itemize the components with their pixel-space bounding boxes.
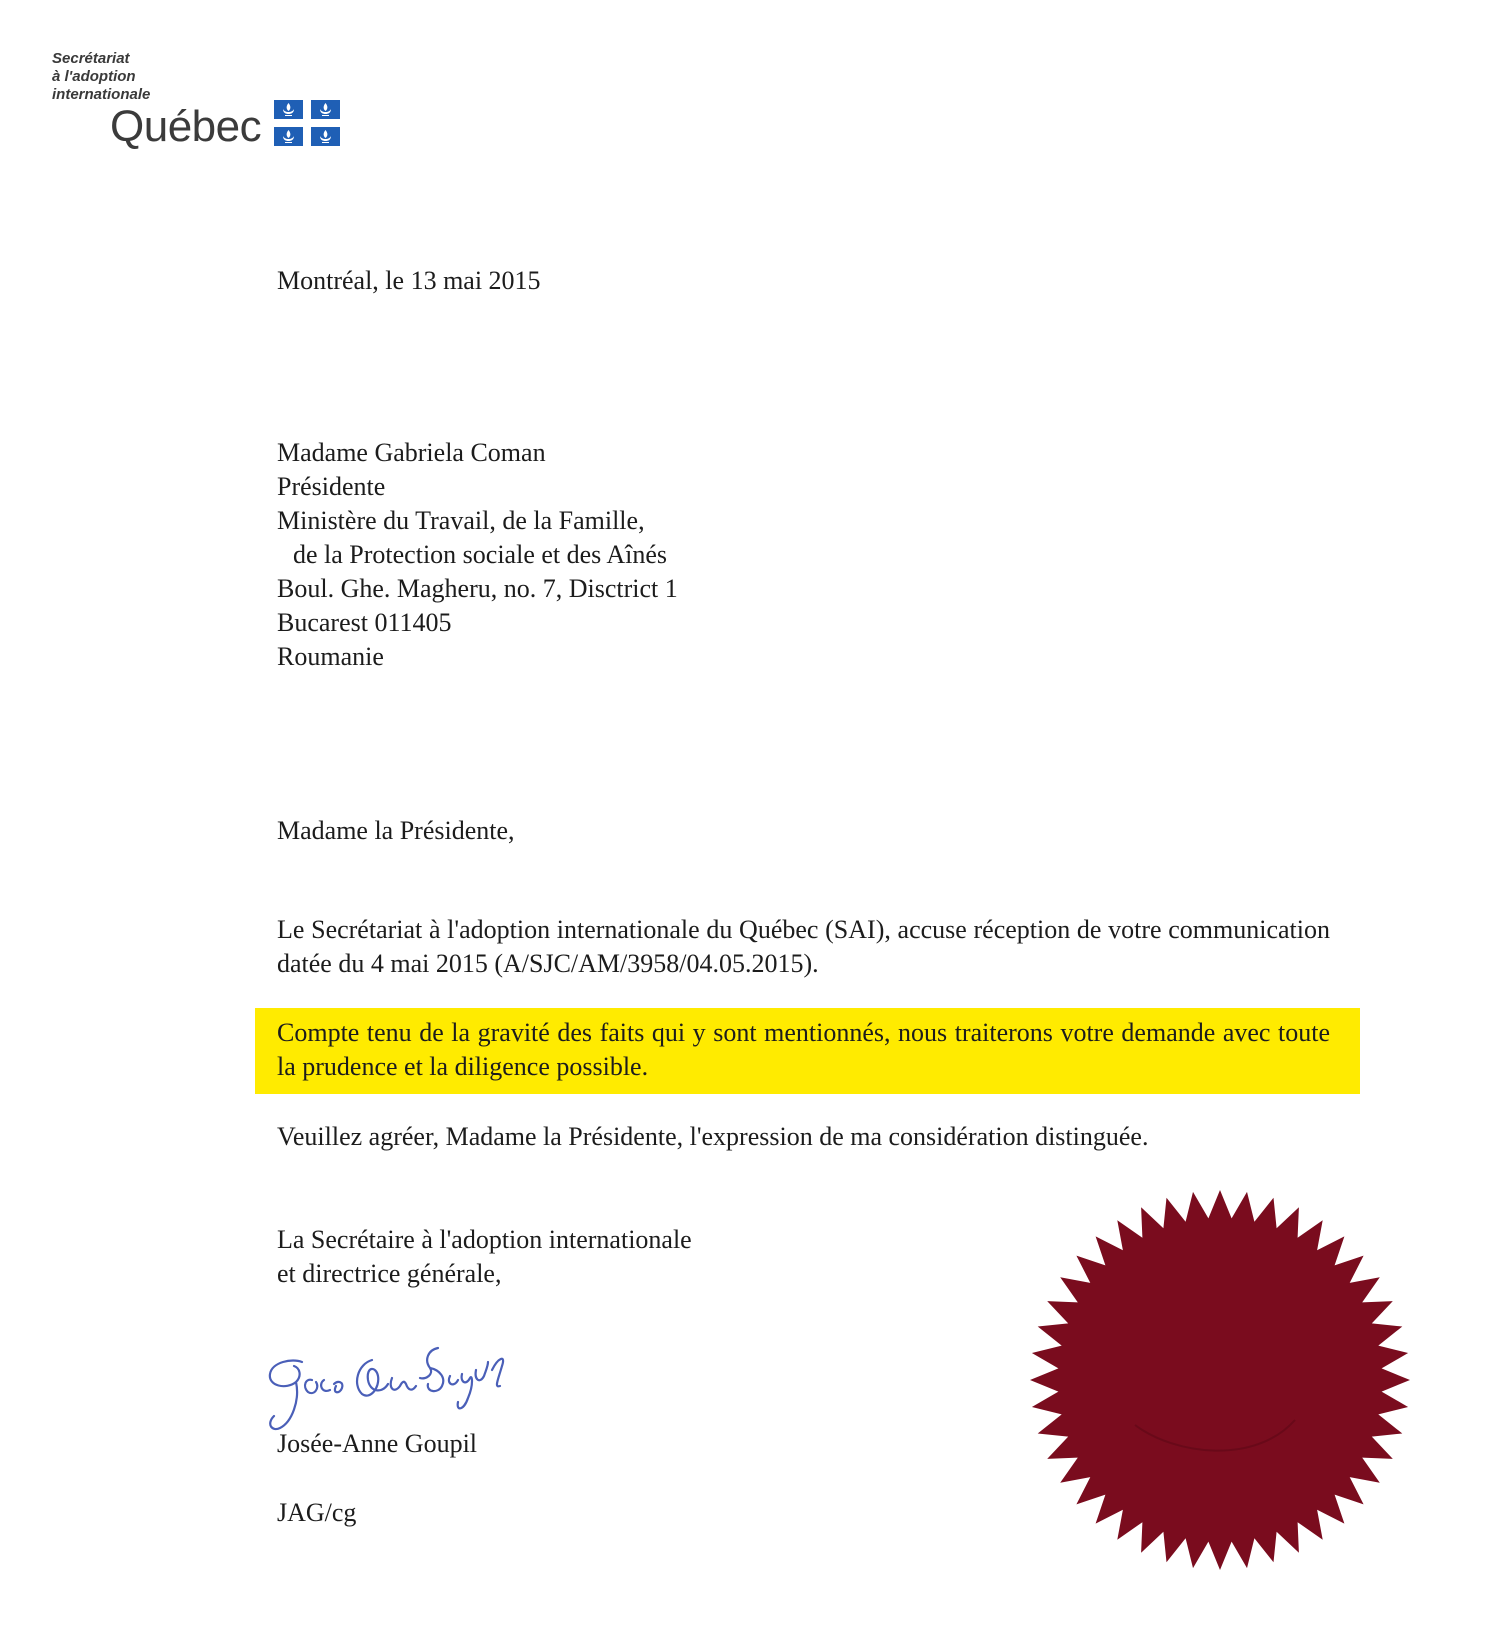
reference-initials: JAG/cg — [277, 1498, 357, 1527]
closing-paragraph: Veuillez agréer, Madame la Présidente, l'expression de ma considération distinguée. — [277, 1122, 1149, 1151]
recipient-address — [277, 436, 678, 674]
logo-line-3: internationale — [52, 86, 151, 103]
logo-wordmark: Québec — [110, 102, 262, 151]
letterhead-logo — [52, 50, 352, 160]
signatory-name: Josée-Anne Goupil — [277, 1429, 478, 1458]
signatory-title — [277, 1223, 692, 1291]
recipient-street: Boul. Ghe. Magheru, no. 7, Disctrict 1 — [277, 574, 678, 603]
recipient-title: Présidente — [277, 472, 386, 501]
signatory-title-line-2: et directrice générale, — [277, 1259, 502, 1288]
recipient-country: Roumanie — [277, 642, 384, 671]
body-paragraph-2-highlighted: Compte tenu de la gravité des faits qui y sont mentionnés, nous traiterons votre demande avec toute la prudence et la diligence possible. — [277, 1018, 1330, 1081]
logo-line-1: Secrétariat — [52, 50, 130, 67]
logo-agency-name — [52, 50, 150, 104]
recipient-org-line-1: Ministère du Travail, de la Famille, — [277, 506, 645, 535]
recipient-city: Bucarest 011405 — [277, 608, 452, 637]
handwritten-signature — [262, 1340, 582, 1440]
logo-line-2: à l'adoption — [52, 68, 136, 85]
recipient-name: Madame Gabriela Coman — [277, 438, 546, 467]
body-paragraph-1: Le Secrétariat à l'adoption internationale du Québec (SAI), accuse réception de votre communication datée du 4 mai 2015 (A/SJC/AM/3958/04.05.2015). — [277, 915, 1330, 978]
fleurdelise-flag-icon — [274, 100, 340, 146]
recipient-org-line-2: de la Protection sociale et des Aînés — [293, 540, 668, 569]
signatory-title-line-1: La Secrétaire à l'adoption internationale — [277, 1225, 692, 1254]
letter-date: Montréal, le 13 mai 2015 — [277, 266, 541, 295]
salutation: Madame la Présidente, — [277, 816, 515, 845]
red-seal-icon — [1025, 1180, 1415, 1580]
